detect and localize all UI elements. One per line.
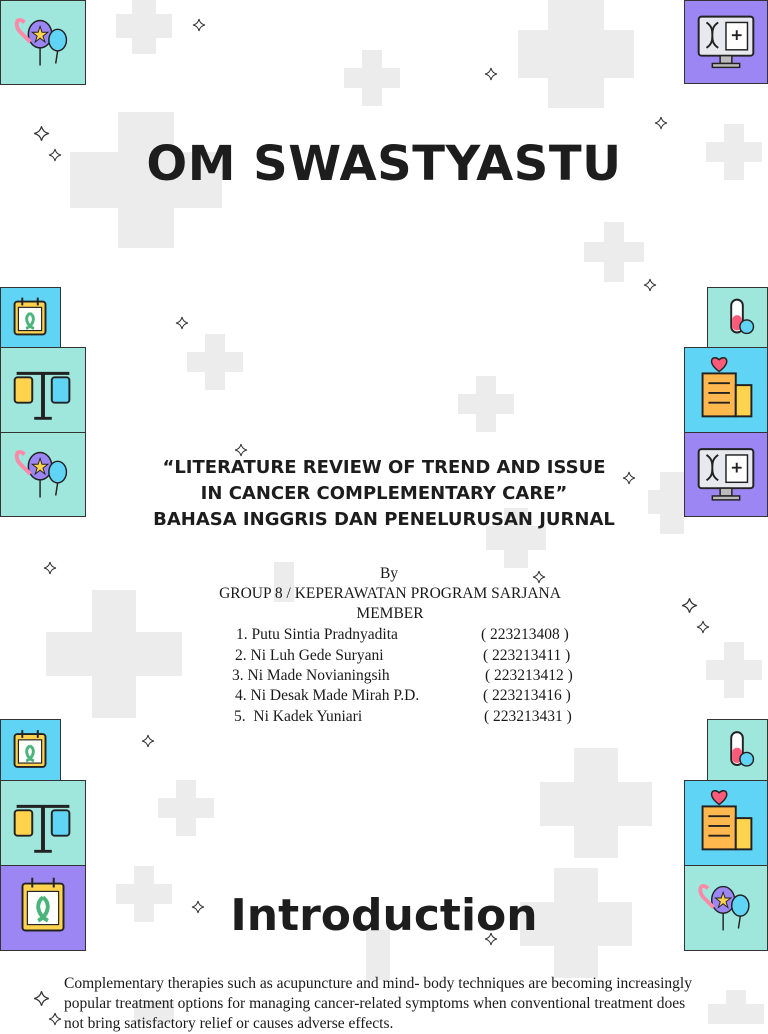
introduction-heading: Introduction — [230, 890, 538, 941]
slide-title: OM SWASTYASTU — [146, 136, 622, 192]
member-id: ( 223213412 ) — [485, 667, 573, 684]
subtitle-line: BAHASA INGGRIS DAN PENELURUSAN JURNAL — [153, 509, 615, 530]
introduction-paragraph: Complementary therapies such as acupuncture and mind- body techniques are becoming increasingly popular treatment options for managing cancer-related symptoms when conventional treatment does not bring satisfactory relief or causes adverse effects. — [64, 975, 692, 1032]
group-line: GROUP 8 / KEPERAWATAN PROGRAM SARJANA — [219, 585, 561, 602]
member-id: ( 223213416 ) — [483, 687, 571, 704]
member-id: ( 223213411 ) — [483, 647, 571, 664]
member-name: 4. Ni Desak Made Mirah P.D. — [235, 687, 420, 704]
member-label: MEMBER — [356, 605, 424, 622]
subtitle-line: “LITERATURE REVIEW OF TREND AND ISSUE — [162, 457, 606, 478]
by-label: By — [379, 565, 399, 582]
member-name: 2. Ni Luh Gede Suryani — [235, 647, 384, 664]
member-name: 5. Ni Kadek Yuniari — [234, 708, 363, 725]
member-name: 1. Putu Sintia Pradnyadita — [236, 626, 398, 643]
member-id: ( 223213431 ) — [484, 708, 572, 725]
subtitle-line: IN CANCER COMPLEMENTARY CARE” — [200, 483, 568, 504]
member-name: 3. Ni Made Novianingsih — [232, 667, 390, 684]
member-id: ( 223213408 ) — [481, 626, 569, 643]
